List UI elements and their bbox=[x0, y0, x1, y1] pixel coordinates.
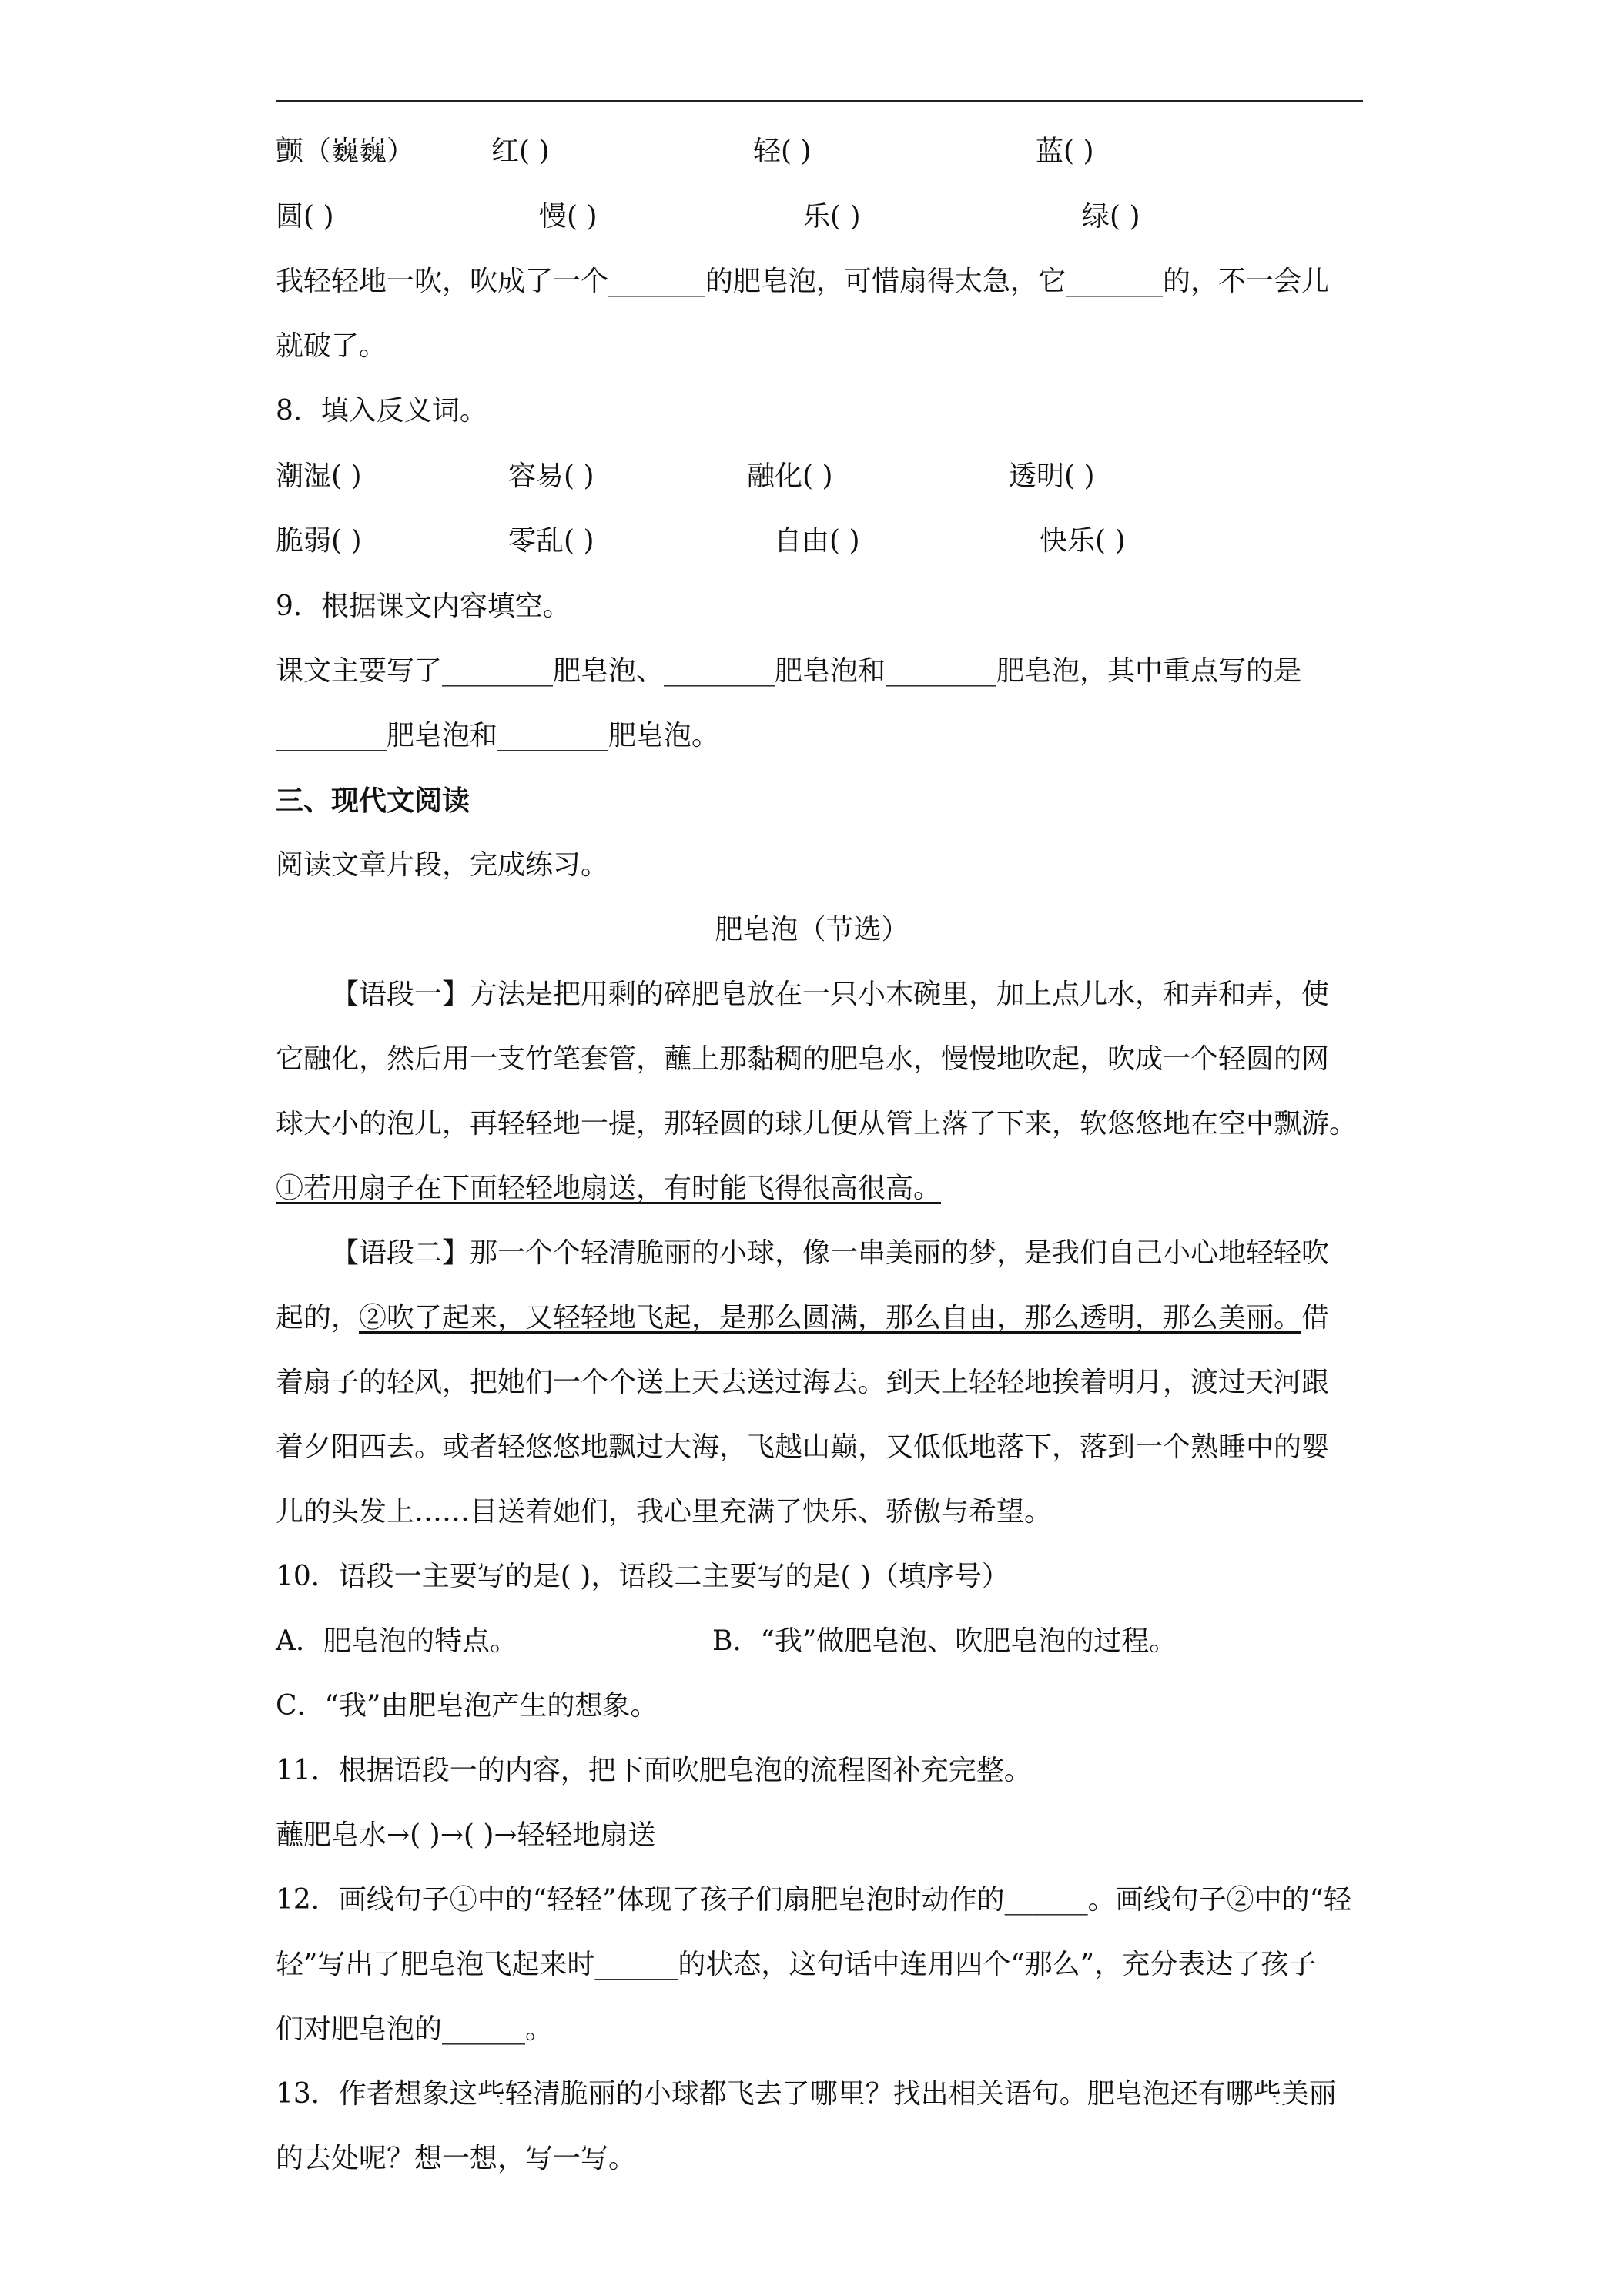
section-heading: 三、现代文阅读 bbox=[276, 785, 470, 817]
q8-title: 8．填入反义词。 bbox=[276, 395, 487, 427]
passage2-underlined-sentence: ②吹了起来，又轻轻地飞起，是那么圆满，那么自由，那么透明，那么美丽。 bbox=[359, 1302, 1302, 1334]
passage2-line2-pre: 起的， bbox=[276, 1302, 360, 1334]
q7-row2-item-1: 圆( ) bbox=[276, 201, 334, 233]
q9-line1: 课文主要写了________肥皂泡、________肥皂泡和________肥皂泡，其中重点写的是 bbox=[276, 655, 1302, 687]
top-rule bbox=[276, 100, 1363, 102]
passage2-line3: 着扇子的轻风，把她们一个个送上天去送过海去。到天上轻轻地挨着明月，渡过天河跟 bbox=[276, 1367, 1330, 1398]
q12-line2: 轻”写出了肥皂泡飞起来时______的状态，这句话中连用四个“那么”，充分表达了孩子 bbox=[276, 1949, 1317, 1980]
q7-sentence-line2: 就破了。 bbox=[276, 330, 387, 362]
q7-row2-item-3: 乐( ) bbox=[802, 201, 861, 233]
q8-row2-item-2: 零乱( ) bbox=[508, 525, 594, 557]
q10-question: 10．语段一主要写的是( )，语段二主要写的是( )（填序号） bbox=[276, 1561, 1010, 1592]
reading-intro: 阅读文章片段，完成练习。 bbox=[276, 849, 609, 881]
passage2-line2-post: 借 bbox=[1301, 1302, 1330, 1334]
passage2-line2 bbox=[276, 1301, 1329, 1335]
passage1-line1: 【语段一】方法是把用剩的碎肥皂放在一只小木碗里，加上点儿水，和弄和弄，使 bbox=[331, 979, 1330, 1010]
q10-option-b: B．“我”做肥皂泡、吹肥皂泡的过程。 bbox=[712, 1625, 1177, 1657]
q8-row1-item-3: 融化( ) bbox=[747, 460, 833, 492]
q11-question: 11．根据语段一的内容，把下面吹肥皂泡的流程图补充完整。 bbox=[276, 1755, 1032, 1786]
passage1-underlined-sentence: ①若用扇子在下面轻轻地扇送，有时能飞得很高很高。 bbox=[276, 1173, 942, 1204]
q12-line3: 们对肥皂泡的______。 bbox=[276, 2013, 554, 2045]
q7-row2-item-2: 慢( ) bbox=[539, 201, 598, 233]
q7-row1-item-4: 蓝( ) bbox=[1036, 136, 1094, 167]
q8-row1-item-2: 容易( ) bbox=[508, 460, 594, 492]
passage1-line2: 它融化，然后用一支竹笔套管，蘸上那黏稠的肥皂水，慢慢地吹起，吹成一个轻圆的网 bbox=[276, 1043, 1330, 1075]
q10-option-a: A．肥皂泡的特点。 bbox=[276, 1625, 517, 1657]
q13-line1: 13．作者想象这些轻清脆丽的小球都飞去了哪里？找出相关语句。肥皂泡还有哪些美丽 bbox=[276, 2078, 1337, 2110]
q8-row2-item-3: 自由( ) bbox=[774, 525, 860, 557]
q7-row1-item-2: 红( ) bbox=[491, 136, 550, 167]
q7-row2-item-4: 绿( ) bbox=[1082, 201, 1140, 233]
q13-line2: 的去处呢？想一想，写一写。 bbox=[276, 2143, 637, 2174]
q10-option-c: C．“我”由肥皂泡产生的想象。 bbox=[276, 1690, 658, 1722]
q8-row1-item-1: 潮湿( ) bbox=[276, 460, 362, 492]
q8-row1-item-4: 透明( ) bbox=[1009, 460, 1095, 492]
q9-line2: ________肥皂泡和________肥皂泡。 bbox=[276, 720, 720, 751]
passage2-line4: 着夕阳西去。或者轻悠悠地飘过大海，飞越山巅，又低低地落下，落到一个熟睡中的婴 bbox=[276, 1431, 1330, 1463]
passage-title: 肥皂泡（节选） bbox=[715, 914, 909, 946]
q8-row2-item-4: 快乐( ) bbox=[1040, 525, 1126, 557]
q9-title: 9．根据课文内容填空。 bbox=[276, 591, 571, 622]
q7-row1-item-1: 颤（巍巍） bbox=[276, 136, 415, 167]
q12-line1: 12．画线句子①中的“轻轻”体现了孩子们扇肥皂泡时动作的______。画线句子②中的“轻 bbox=[276, 1884, 1352, 1916]
q7-sentence-line1: 我轻轻地一吹，吹成了一个_______的肥皂泡，可惜扇得太急，它_______的，不一会儿 bbox=[276, 266, 1330, 297]
q8-row2-item-1: 脆弱( ) bbox=[276, 525, 362, 557]
q11-flowchart: 蘸肥皂水→( )→( )→轻轻地扇送 bbox=[276, 1819, 656, 1851]
passage1-line3: 球大小的泡儿，再轻轻地一提，那轻圆的球儿便从管上落了下来，软悠悠地在空中飘游。 bbox=[276, 1108, 1358, 1140]
passage2-line1: 【语段二】那一个个轻清脆丽的小球，像一串美丽的梦，是我们自己小心地轻轻吹 bbox=[331, 1237, 1330, 1269]
q7-row1-item-3: 轻( ) bbox=[753, 136, 812, 167]
passage2-line5: 儿的头发上……目送着她们，我心里充满了快乐、骄傲与希望。 bbox=[276, 1496, 1053, 1528]
